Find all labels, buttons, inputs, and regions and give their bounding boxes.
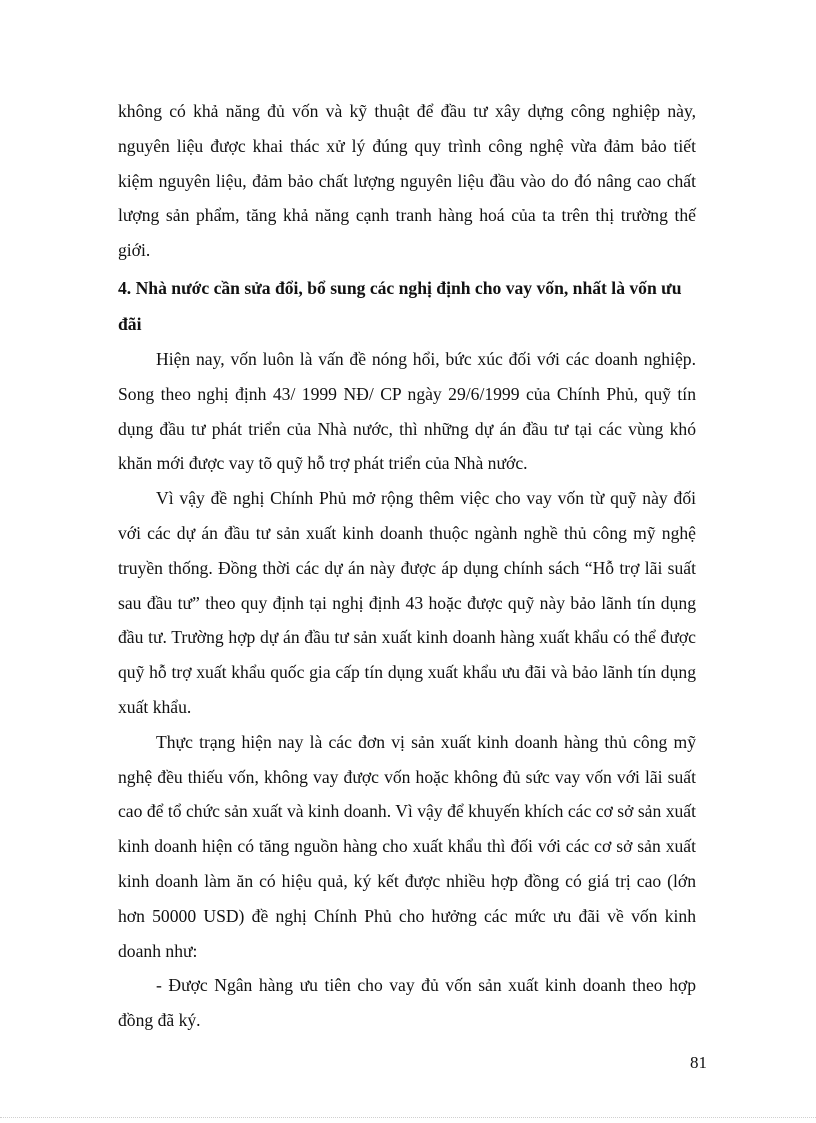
list-item-bank-priority: - Được Ngân hàng ưu tiên cho vay đủ vốn sản xuất kinh doanh theo hợp đồng đã ký. xyxy=(118,975,696,1031)
paragraph-capital-issue: Hiện nay, vốn luôn là vấn đề nóng hổi, bức xúc đối với các doanh nghiệp. Song theo nghị định 43/ 1999 NĐ/ CP ngày 29/6/1999 của Chính Phủ, quỹ tín dụng đầu tư phát triển của Nhà nước, thì những dự án đầu tư tại các vùng khó khăn mới được vay tõ quỹ hỗ trợ phát triển của Nhà nước. xyxy=(118,348,696,474)
page-number: 81 xyxy=(690,1053,707,1072)
paragraph-government-proposal: Vì vậy đề nghị Chính Phủ mở rộng thêm việc cho vay vốn từ quỹ này đối với các dự án đầu tư sản xuất kinh doanh thuộc ngành nghề thủ công mỹ nghệ truyền thống. Đồng thời các dự án này được áp dụng chính sách “Hỗ trợ lãi suất sau đầu tư” theo quy định tại nghị định 43 hoặc được quỹ này bảo lãnh tín dụng đầu tư. Trường hợp dự án đầu tư sản xuất kinh doanh hàng xuất khẩu có thể được quỹ hỗ trợ xuất khẩu quốc gia cấp tín dụng xuất khẩu ưu đãi và bảo lãnh tín dụng xuất khẩu. xyxy=(118,488,696,717)
paragraph-current-situation: Thực trạng hiện nay là các đơn vị sản xuất kinh doanh hàng thủ công mỹ nghệ đều thiếu vốn, không vay được vốn hoặc không đủ sức vay vốn với lãi suất cao để tổ chức sản xuất và kinh doanh. Vì vậy để khuyến khích các cơ sở sản xuất kinh doanh hiện có tăng nguồn hàng cho xuất khẩu thì đối với các cơ sở sản xuất kinh doanh làm ăn có hiệu quả, ký kết được nhiều hợp đồng có giá trị cao (lớn hơn 50000 USD) đề nghị Chính Phủ cho hưởng các mức ưu đãi về vốn kinh doanh như: xyxy=(118,731,696,961)
section-heading: 4. Nhà nước cần sửa đổi, bổ sung các nghị định cho vay vốn, nhất là vốn ưu đãi xyxy=(118,277,682,334)
page-bottom-divider xyxy=(0,1117,816,1118)
document-body xyxy=(118,94,696,1038)
paragraph-continuation: không có khả năng đủ vốn và kỹ thuật để đầu tư xây dựng công nghiệp này, nguyên liệu được khai thác xử lý đúng quy trình công nghệ vừa đảm bảo tiết kiệm nguyên liệu, đảm bảo chất lượng nguyên liệu đầu vào do đó nâng cao chất lượng sản phẩm, tăng khả năng cạnh tranh hàng hoá của ta trên thị trường thế giới. xyxy=(118,101,696,261)
